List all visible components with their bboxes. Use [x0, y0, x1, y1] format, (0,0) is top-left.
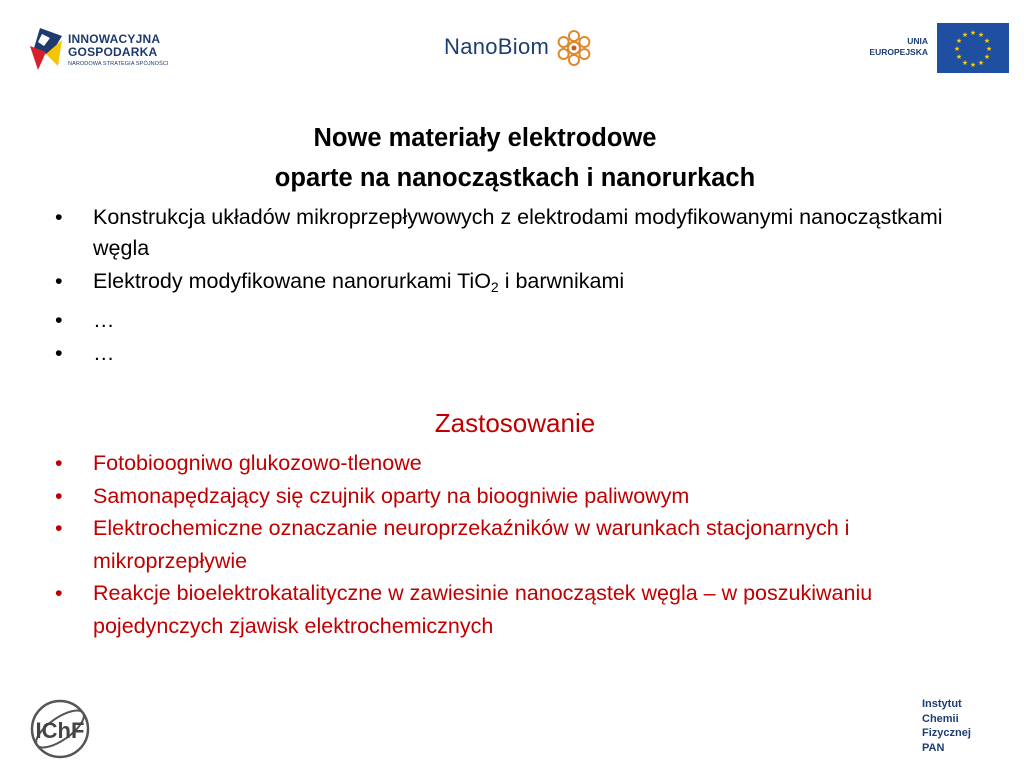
svg-text:★: ★	[977, 59, 985, 67]
list-item-text-after: i barwnikami	[498, 269, 625, 293]
eu-logo-line1: UNIA	[907, 36, 928, 46]
list-item-text-before: Elektrody modyfikowane nanorurkami TiO	[93, 269, 491, 293]
list-item	[55, 480, 975, 513]
svg-text:★: ★	[983, 53, 991, 61]
bullet-icon: •	[55, 581, 63, 605]
svg-text:★: ★	[983, 37, 991, 45]
list-item-text: Konstrukcja układów mikroprzepływowych z elektrodami modyfikowanymi nanocząstkami węgla	[93, 205, 943, 260]
svg-text:★: ★	[961, 59, 969, 67]
institute-line: Instytut	[922, 698, 962, 710]
list-item	[55, 202, 975, 264]
list-item	[55, 577, 975, 642]
ig-logo-line3: NARODOWA STRATEGIA SPÓJNOŚCI	[68, 61, 169, 67]
list-item-text: Samonapędzający się czujnik oparty na bioogniwie paliwowym	[93, 483, 690, 508]
list-item-text: Elektrochemiczne oznaczanie neuroprzekaźników w warunkach stacjonarnych i mikroprzepływie	[93, 516, 850, 573]
list-item-text: …	[93, 341, 115, 365]
list-item-text: …	[93, 308, 115, 332]
eu-logo-line2: EUROPEJSKA	[869, 47, 928, 57]
ichf-logo-letters: IChF	[35, 718, 85, 743]
bullet-icon: •	[55, 269, 63, 293]
svg-text:★: ★	[969, 29, 977, 37]
innowacyjna-gospodarka-emblem-icon	[28, 26, 68, 76]
list-item-text: Fotobioogniwo glukozowo-tlenowe	[93, 451, 422, 475]
list-item-subscript: 2	[490, 279, 499, 295]
svg-text:★: ★	[977, 31, 985, 39]
bullet-icon: •	[55, 516, 63, 540]
list-item	[55, 266, 975, 303]
svg-text:★: ★	[961, 31, 969, 39]
slide-title-line2: oparte na nanocząstkach i nanorurkach	[274, 164, 756, 192]
institute-name	[922, 697, 971, 755]
svg-text:★: ★	[969, 61, 977, 69]
svg-text:★: ★	[985, 45, 993, 53]
bullet-icon: •	[55, 341, 63, 365]
bullet-icon: •	[55, 308, 63, 332]
list-item-text: Reakcje bioelektrokatalityczne w zawiesinie nanocząstek węgla – w poszukiwaniu pojedynczych zjawisk elektrochemicznych	[93, 581, 873, 638]
list-item	[55, 447, 975, 480]
nanobiom-flower-icon	[554, 28, 594, 68]
list-item	[55, 512, 975, 577]
svg-text:★: ★	[953, 45, 961, 53]
bullet-icon: •	[55, 205, 63, 229]
list-item	[55, 338, 975, 369]
eu-flag-icon	[937, 23, 1009, 73]
institute-line: Chemii	[922, 712, 959, 725]
slide-title-line1: Nowe materiały elektrodowe	[313, 124, 657, 152]
ig-logo-line1: INNOWACYJNA	[68, 32, 161, 46]
nanobiom-logo-text: NanoBiom	[444, 34, 550, 59]
applications-bullet-list	[55, 447, 975, 642]
materials-bullet-list	[55, 202, 975, 371]
section-heading: Zastosowanie	[434, 408, 596, 438]
institute-line: PAN	[922, 741, 945, 754]
bullet-icon: •	[55, 451, 63, 475]
institute-line: Fizycznej	[922, 727, 971, 739]
list-item	[55, 305, 975, 336]
ichf-logo	[28, 697, 92, 761]
bullet-icon: •	[55, 483, 63, 508]
ig-logo-line2: GOSPODARKA	[68, 45, 158, 59]
svg-text:★: ★	[955, 37, 963, 45]
svg-text:★: ★	[955, 53, 963, 61]
